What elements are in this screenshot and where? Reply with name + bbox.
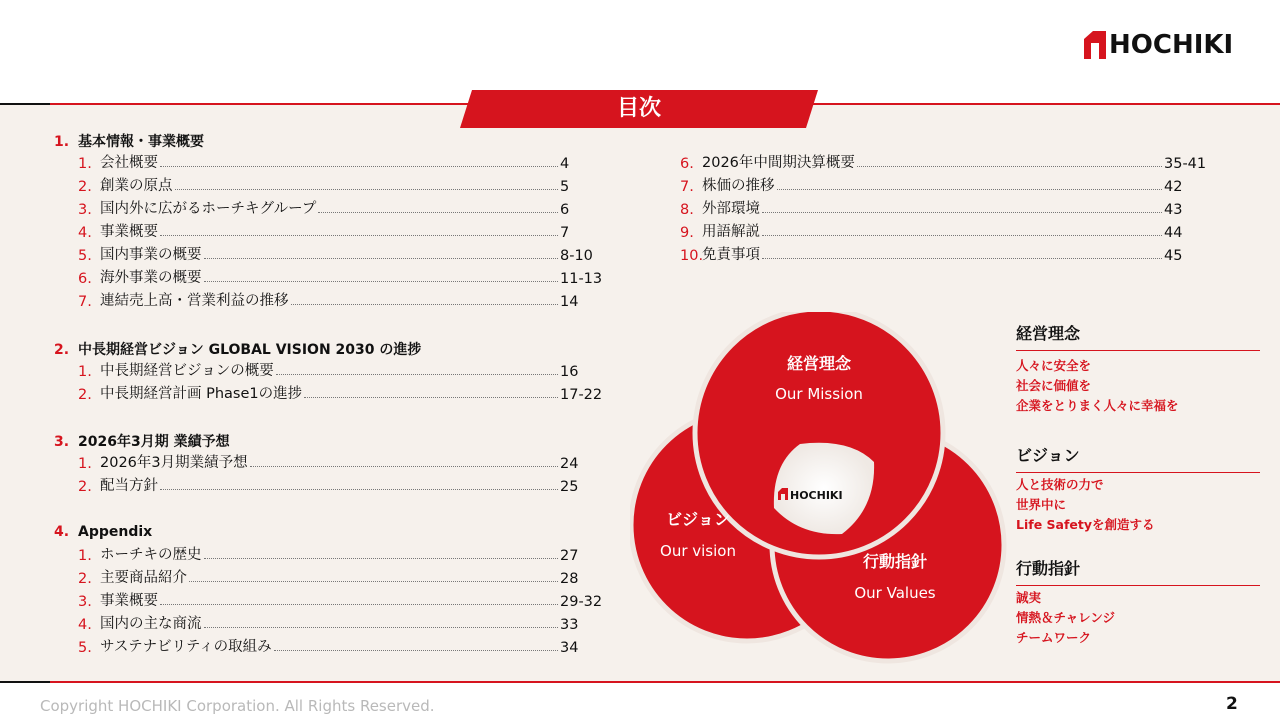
toc-item-page: 35-41 <box>1164 156 1207 172</box>
toc-item-number: 1. <box>78 548 92 564</box>
toc-item-page: 11-13 <box>560 271 603 287</box>
philosophy-line: 人々に安全を <box>1016 358 1092 373</box>
toc-item[interactable] <box>78 452 606 472</box>
toc-leader <box>857 166 1162 167</box>
toc-item-label: 中長期経営計画 Phase1の進捗 <box>100 386 303 402</box>
toc-item-label: 国内の主な商流 <box>100 616 202 632</box>
toc-item-number: 7. <box>78 294 92 310</box>
venn-mission-en: Our Mission <box>775 385 863 403</box>
toc-section-title: 基本情報・事業概要 <box>78 134 204 150</box>
toc-item[interactable] <box>78 244 606 264</box>
toc-item-label: サステナビリティの取組み <box>100 639 272 655</box>
toc-leader <box>204 627 559 628</box>
toc-item-number: 2. <box>78 387 92 403</box>
toc-item-page: 7 <box>560 225 570 241</box>
hochiki-logo-mark-icon <box>1084 31 1106 59</box>
toc-item-label: 2026年中間期決算概要 <box>702 155 855 171</box>
toc-leader <box>304 397 558 398</box>
venn-mission-label: 経営理念 <box>786 354 852 373</box>
toc-leader <box>204 281 559 282</box>
toc-leader <box>318 212 558 213</box>
slide-header <box>0 0 1280 104</box>
toc-section-number: 3. <box>54 434 70 450</box>
toc-item[interactable] <box>680 244 1210 264</box>
toc-item-label: 国内外に広がるホーチキグループ <box>100 201 317 217</box>
toc-item-number: 3. <box>78 594 92 610</box>
toc-item[interactable] <box>680 221 1210 241</box>
toc-item[interactable] <box>78 567 606 587</box>
philosophy-heading: 経営理念 <box>1016 321 1260 351</box>
philosophy-line: Life Safetyを創造する <box>1016 517 1155 532</box>
toc-leader <box>204 558 559 559</box>
philosophy-line: チームワーク <box>1016 630 1092 645</box>
venn-center-logo-text: HOCHIKI <box>790 489 843 502</box>
philosophy-venn-diagram <box>630 312 1010 672</box>
toc-item-label: 海外事業の概要 <box>100 270 202 286</box>
toc-item-number: 6. <box>78 271 92 287</box>
toc-item-label: 連結売上高・営業利益の推移 <box>100 293 289 309</box>
toc-item-number: 9. <box>680 225 694 241</box>
venn-values-en: Our Values <box>854 584 936 602</box>
toc-item-label: ホーチキの歴史 <box>100 547 202 563</box>
toc-item[interactable] <box>78 360 606 380</box>
toc-item-number: 5. <box>78 640 92 656</box>
philosophy-values-block <box>1016 556 1260 648</box>
venn-vision-label: ビジョン <box>666 510 730 529</box>
toc-item-label: 株価の推移 <box>702 178 775 194</box>
toc-section-2[interactable] <box>54 339 421 359</box>
toc-item-page: 33 <box>560 617 579 633</box>
toc-item[interactable] <box>78 544 606 564</box>
philosophy-line: 企業をとりまく人々に幸福を <box>1016 398 1179 413</box>
toc-item-number: 4. <box>78 617 92 633</box>
toc-item[interactable] <box>78 267 606 287</box>
toc-item-number: 1. <box>78 456 92 472</box>
philosophy-line: 人と技術の力で <box>1016 477 1104 492</box>
toc-item-page: 45 <box>1164 248 1183 264</box>
toc-item[interactable] <box>680 175 1210 195</box>
toc-leader <box>250 466 558 467</box>
venn-vision-en: Our vision <box>660 542 736 560</box>
toc-section-1[interactable] <box>54 131 204 151</box>
toc-item[interactable] <box>680 198 1210 218</box>
venn-values-label: 行動指針 <box>862 552 928 571</box>
toc-item-number: 8. <box>680 202 694 218</box>
toc-item-label: 事業概要 <box>100 593 158 609</box>
toc-item-label: 2026年3月期業績予想 <box>100 455 248 471</box>
toc-item-page: 8-10 <box>560 248 593 264</box>
toc-section-title: Appendix <box>78 524 153 540</box>
toc-item-page: 16 <box>560 364 579 380</box>
hochiki-logo <box>1084 30 1233 60</box>
toc-item-page: 34 <box>560 640 579 656</box>
toc-item-label: 主要商品紹介 <box>100 570 187 586</box>
page-number: 2 <box>1226 694 1238 714</box>
toc-item-page: 17-22 <box>560 387 603 403</box>
toc-item-label: 中長期経営ビジョンの概要 <box>100 363 274 379</box>
toc-leader <box>291 304 559 305</box>
toc-section-title: 中長期経営ビジョン GLOBAL VISION 2030 の進捗 <box>78 342 422 358</box>
toc-item-page: 25 <box>560 479 579 495</box>
page-title: 目次 <box>616 96 661 121</box>
philosophy-heading: ビジョン <box>1016 443 1260 473</box>
philosophy-vision-block <box>1016 443 1260 535</box>
toc-item[interactable] <box>78 383 606 403</box>
toc-item-page: 14 <box>560 294 579 310</box>
philosophy-line: 世界中に <box>1016 497 1067 512</box>
toc-item-label: 免責事項 <box>702 247 760 263</box>
toc-item-page: 44 <box>1164 225 1183 241</box>
toc-item-label: 国内事業の概要 <box>100 247 202 263</box>
toc-item-page: 27 <box>560 548 579 564</box>
toc-item[interactable] <box>78 152 606 172</box>
toc-item-label: 外部環境 <box>702 201 760 217</box>
toc-item-number: 6. <box>680 156 694 172</box>
toc-item[interactable] <box>78 590 606 610</box>
toc-item-number: 7. <box>680 179 694 195</box>
toc-leader <box>777 189 1163 190</box>
toc-item-number: 4. <box>78 225 92 241</box>
toc-leader <box>274 650 558 651</box>
toc-item-label: 用語解説 <box>702 224 760 240</box>
toc-leader <box>175 189 559 190</box>
toc-item[interactable] <box>78 221 606 241</box>
footer-rule-accent <box>0 681 50 683</box>
hochiki-logo-text: HOCHIKI <box>1109 30 1234 60</box>
toc-item-page: 5 <box>560 179 570 195</box>
toc-leader <box>160 489 558 490</box>
toc-leader <box>762 212 1162 213</box>
toc-item-number: 3. <box>78 202 92 218</box>
toc-leader <box>189 581 558 582</box>
copyright-text: Copyright HOCHIKI Corporation. All Rights Reserved. <box>40 697 435 715</box>
philosophy-line: 誠実 <box>1016 590 1042 605</box>
toc-item-page: 43 <box>1164 202 1183 218</box>
toc-item[interactable] <box>78 475 606 495</box>
toc-item[interactable] <box>78 636 606 656</box>
venn-center-logo <box>778 488 843 502</box>
toc-item-number: 2. <box>78 479 92 495</box>
philosophy-mission-block <box>1016 321 1260 416</box>
toc-item[interactable] <box>78 175 606 195</box>
philosophy-line: 社会に価値を <box>1016 378 1092 393</box>
toc-item-label: 創業の原点 <box>100 178 173 194</box>
toc-section-number: 2. <box>54 342 70 358</box>
toc-section-number: 4. <box>54 524 70 540</box>
toc-item[interactable] <box>78 198 606 218</box>
toc-item-number: 1. <box>78 156 92 172</box>
toc-item-page: 6 <box>560 202 570 218</box>
toc-leader <box>762 235 1162 236</box>
toc-leader <box>160 166 558 167</box>
philosophy-line: 情熱＆チャレンジ <box>1016 610 1116 625</box>
toc-item-label: 配当方針 <box>100 478 158 494</box>
toc-item-page: 28 <box>560 571 579 587</box>
toc-item-page: 24 <box>560 456 579 472</box>
toc-item-label: 会社概要 <box>100 155 158 171</box>
toc-item[interactable] <box>78 613 606 633</box>
toc-item-page: 42 <box>1164 179 1183 195</box>
toc-item-page: 29-32 <box>560 594 603 610</box>
philosophy-heading: 行動指針 <box>1016 556 1260 586</box>
toc-section-4[interactable] <box>54 524 152 540</box>
toc-leader <box>160 235 558 236</box>
toc-item-number: 10. <box>680 248 704 264</box>
toc-section-number: 1. <box>54 134 70 150</box>
toc-item-label: 事業概要 <box>100 224 158 240</box>
toc-item[interactable] <box>78 290 606 310</box>
toc-leader <box>160 604 558 605</box>
toc-item-number: 1. <box>78 364 92 380</box>
toc-item-number: 2. <box>78 571 92 587</box>
toc-item[interactable] <box>680 152 1210 172</box>
toc-leader <box>204 258 559 259</box>
toc-section-3[interactable] <box>54 431 230 451</box>
toc-section-title: 2026年3月期 業績予想 <box>78 434 230 450</box>
toc-leader <box>276 374 558 375</box>
toc-leader <box>762 258 1162 259</box>
toc-item-page: 4 <box>560 156 570 172</box>
toc-item-number: 2. <box>78 179 92 195</box>
footer-rule <box>0 681 1280 683</box>
toc-item-number: 5. <box>78 248 92 264</box>
